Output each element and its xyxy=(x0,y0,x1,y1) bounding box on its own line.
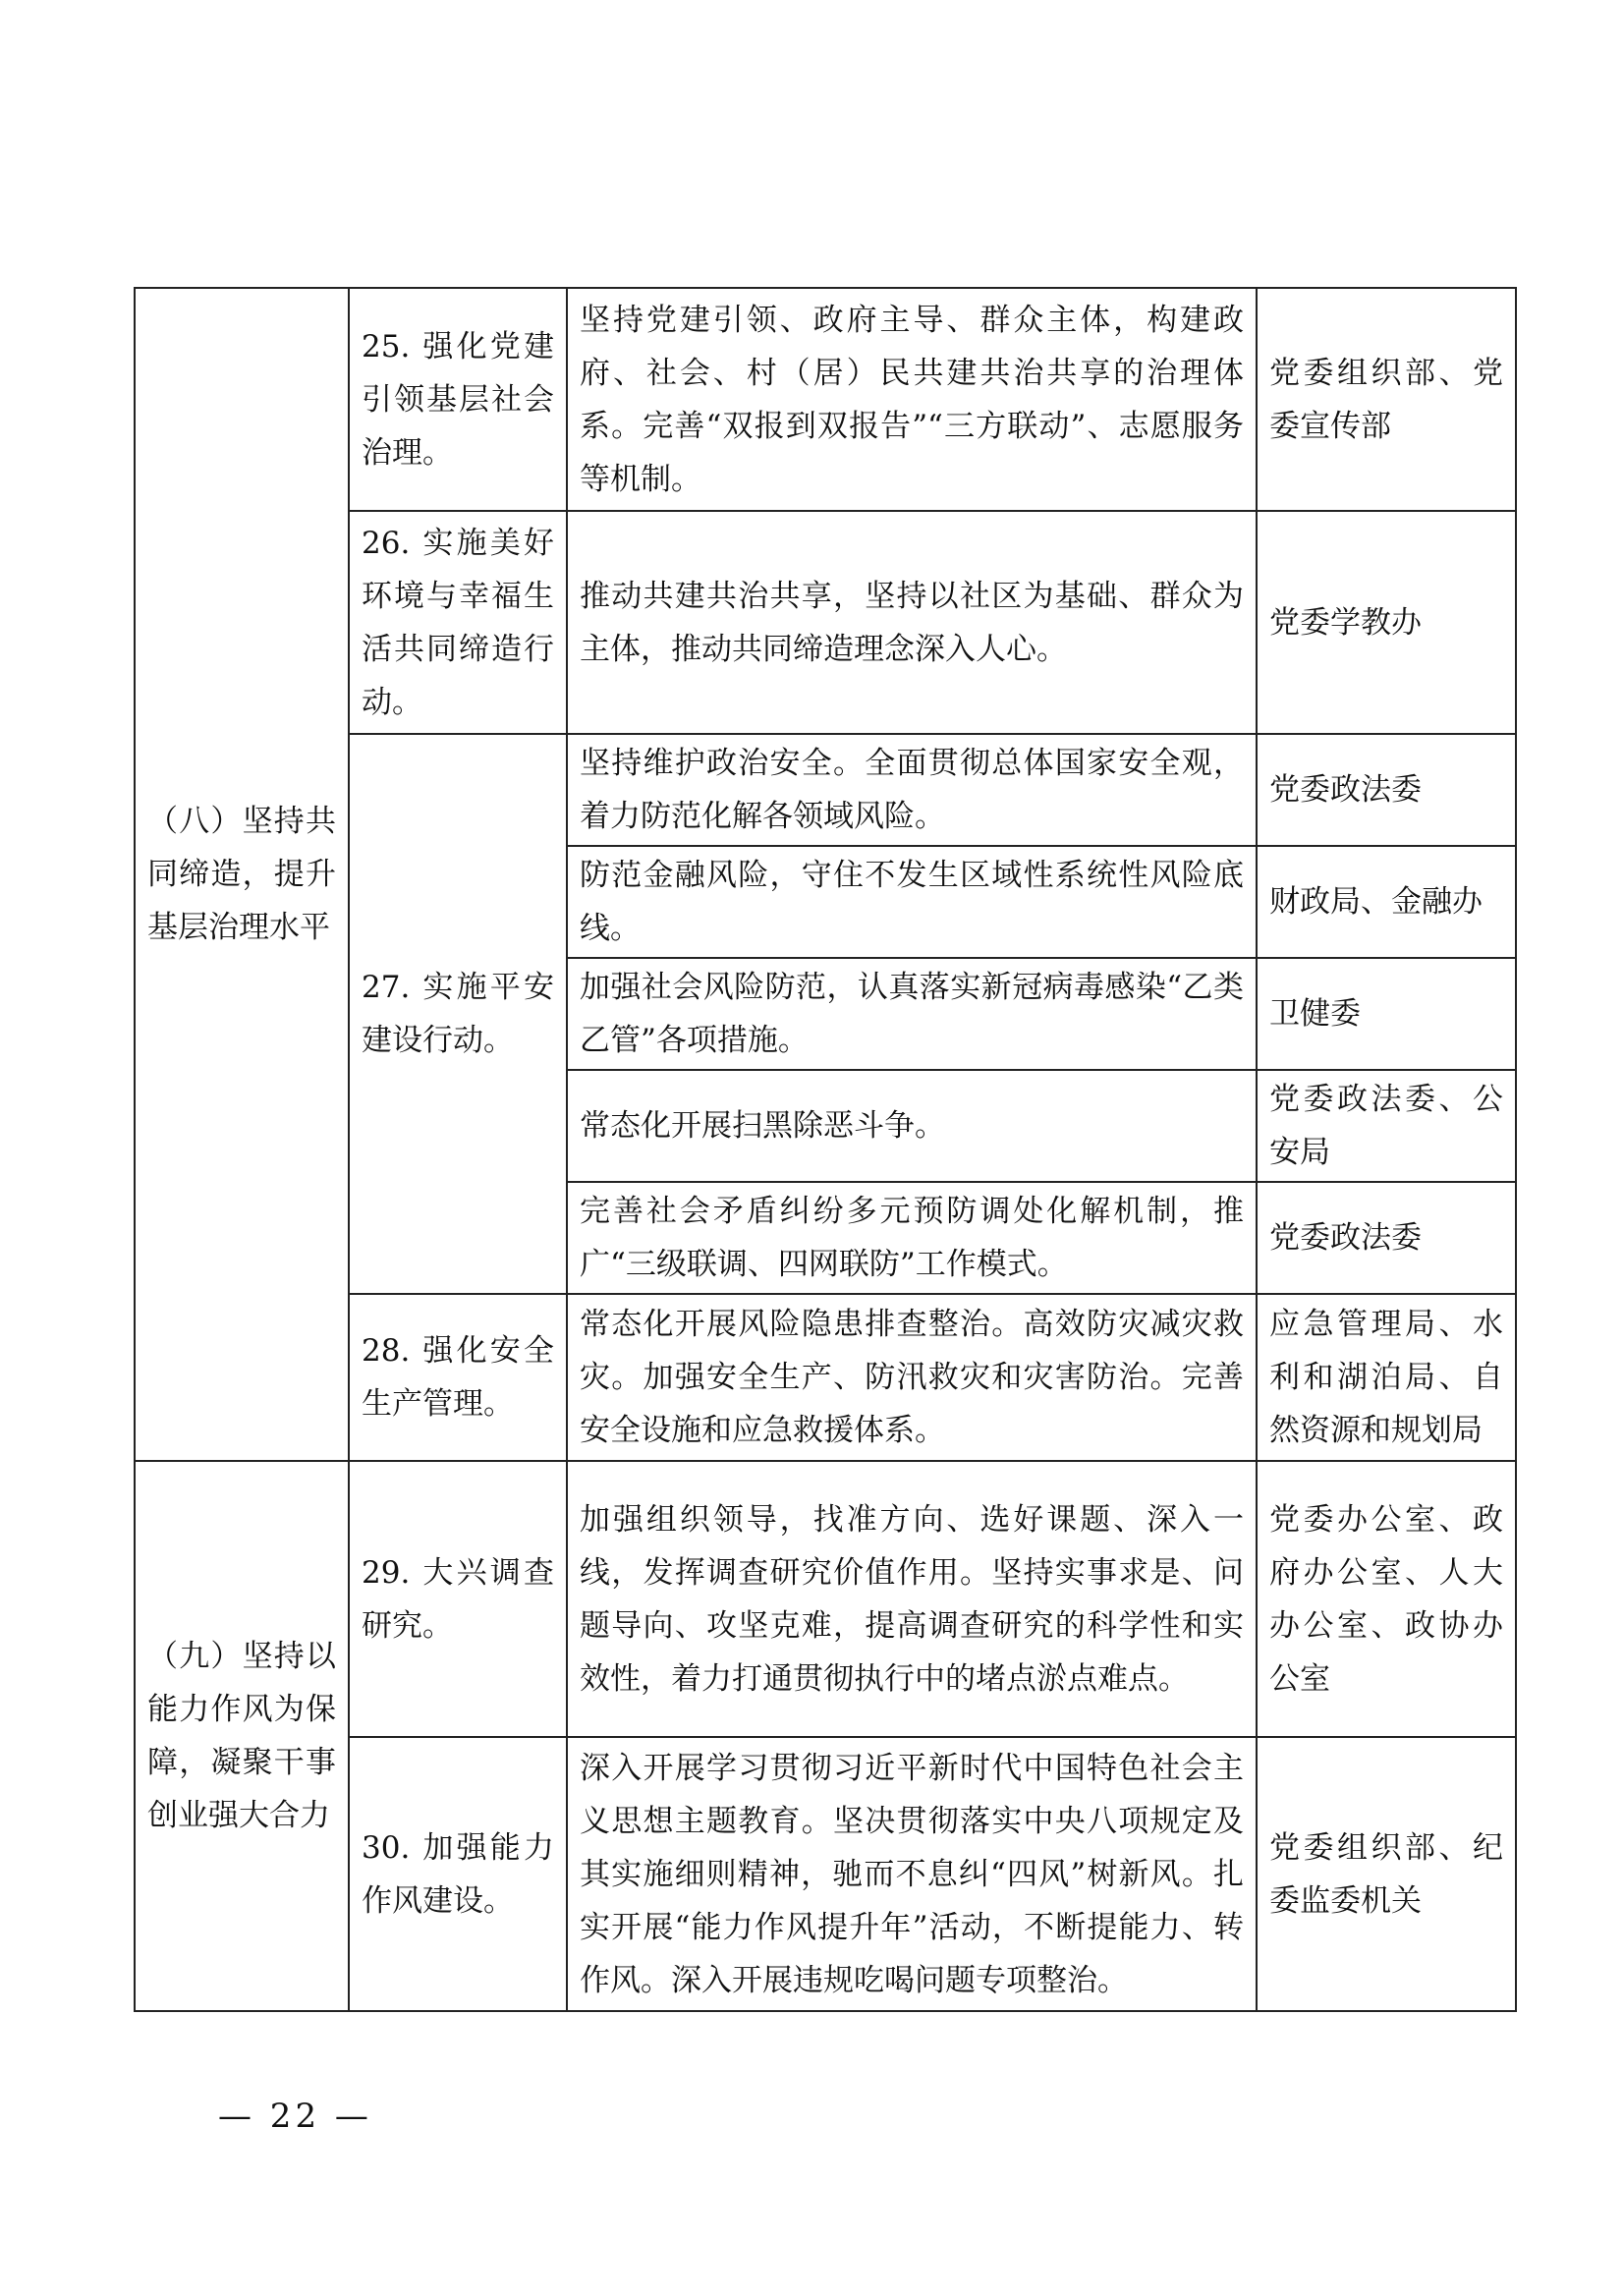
task-table-body xyxy=(135,288,1516,2011)
page-number: — 22 — xyxy=(218,2097,372,2136)
section-title-cell: （九）坚持以能力作风为保障，凝聚干事创业强大合力 xyxy=(135,1461,349,2011)
task-name-cell: 25. 强化党建引领基层社会治理。 xyxy=(349,288,567,511)
task-name-cell: 26. 实施美好环境与幸福生活共同缔造行动。 xyxy=(349,511,567,734)
task-content-cell: 常态化开展扫黑除恶斗争。 xyxy=(567,1070,1257,1182)
task-content-cell: 坚持党建引领、政府主导、群众主体，构建政府、社会、村（居）民共建共治共享的治理体系。完善“双报到双报告”“三方联动”、志愿服务等机制。 xyxy=(567,288,1257,511)
table-row xyxy=(135,288,1516,511)
responsible-dept-cell: 党委组织部、党委宣传部 xyxy=(1257,288,1516,511)
responsible-dept-cell: 财政局、金融办 xyxy=(1257,846,1516,958)
task-name-cell: 30. 加强能力作风建设。 xyxy=(349,1737,567,2011)
task-content-cell: 加强组织领导，找准方向、选好课题、深入一线，发挥调查研究价值作用。坚持实事求是、问题导向、攻坚克难，提高调查研究的科学性和实效性，着力打通贯彻执行中的堵点淤点难点。 xyxy=(567,1461,1257,1737)
table-row xyxy=(135,1461,1516,1737)
task-content-cell: 防范金融风险，守住不发生区域性系统性风险底线。 xyxy=(567,846,1257,958)
responsible-dept-cell: 党委政法委 xyxy=(1257,734,1516,846)
task-content-cell: 深入开展学习贯彻习近平新时代中国特色社会主义思想主题教育。坚决贯彻落实中央八项规定及其实施细则精神，驰而不息纠“四风”树新风。扎实开展“能力作风提升年”活动，不断提能力、转作风。深入开展违规吃喝问题专项整治。 xyxy=(567,1737,1257,2011)
section-title-cell: （八）坚持共同缔造，提升基层治理水平 xyxy=(135,288,349,1461)
responsible-dept-cell: 应急管理局、水利和湖泊局、自然资源和规划局 xyxy=(1257,1294,1516,1461)
task-name-cell: 27. 实施平安建设行动。 xyxy=(349,734,567,1294)
task-table xyxy=(134,287,1517,2012)
task-name-cell: 28. 强化安全生产管理。 xyxy=(349,1294,567,1461)
responsible-dept-cell: 党委学教办 xyxy=(1257,511,1516,734)
task-content-cell: 完善社会矛盾纠纷多元预防调处化解机制，推广“三级联调、四网联防”工作模式。 xyxy=(567,1182,1257,1294)
task-content-cell: 常态化开展风险隐患排查整治。高效防灾减灾救灾。加强安全生产、防汛救灾和灾害防治。完善安全设施和应急救援体系。 xyxy=(567,1294,1257,1461)
task-name-cell: 29. 大兴调查研究。 xyxy=(349,1461,567,1737)
task-content-cell: 加强社会风险防范，认真落实新冠病毒感染“乙类乙管”各项措施。 xyxy=(567,958,1257,1070)
task-content-cell: 坚持维护政治安全。全面贯彻总体国家安全观，着力防范化解各领域风险。 xyxy=(567,734,1257,846)
task-content-cell: 推动共建共治共享，坚持以社区为基础、群众为主体，推动共同缔造理念深入人心。 xyxy=(567,511,1257,734)
responsible-dept-cell: 党委政法委、公安局 xyxy=(1257,1070,1516,1182)
responsible-dept-cell: 卫健委 xyxy=(1257,958,1516,1070)
responsible-dept-cell: 党委组织部、纪委监委机关 xyxy=(1257,1737,1516,2011)
responsible-dept-cell: 党委办公室、政府办公室、人大办公室、政协办公室 xyxy=(1257,1461,1516,1737)
responsible-dept-cell: 党委政法委 xyxy=(1257,1182,1516,1294)
